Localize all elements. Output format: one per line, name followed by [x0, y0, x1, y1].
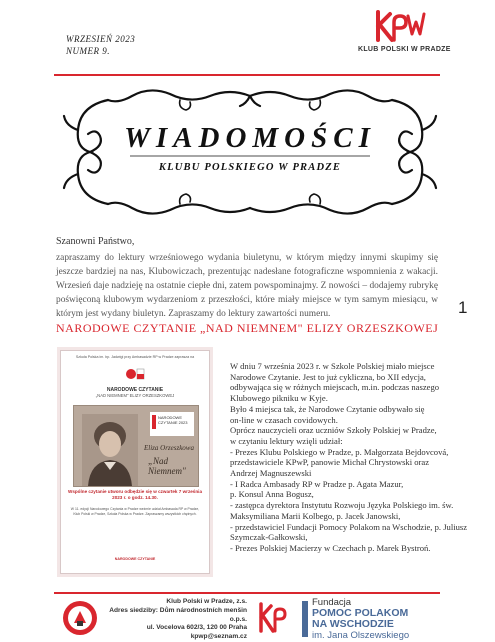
- issue-number: NUMER 9.: [66, 46, 110, 56]
- poster-caption: Wspólne czytanie utworu odbędzie się w czwartek 7 września 2023 r. o godz. 14.30.: [67, 489, 203, 500]
- event-line: Andrzej Magnuszewski: [230, 468, 312, 479]
- event-line: - I Radca Ambasady RP w Pradze p. Agata Mazur,: [230, 478, 404, 489]
- kpw-logo-icon: [370, 8, 426, 44]
- poster-head: Szkoła Polska im. bp. Jadwigi przy Ambasadzie RP w Pradze zaprasza na: [75, 355, 195, 359]
- masthead-banner: [60, 86, 440, 218]
- club-emblem-icon: [60, 599, 100, 637]
- footer-rule: [54, 592, 440, 594]
- page-number: 1: [458, 298, 468, 317]
- section-title: NARODOWE CZYTANIE „NAD NIEMNEM" ELIZY ORZESZKOWEJ: [56, 321, 439, 335]
- poster-emblem-icon: [125, 367, 145, 381]
- event-line: - przedstawiciel Fundacji Pomocy Polakom na Wschodzie, p. Juliusz: [230, 521, 468, 532]
- event-line: w czytaniu lektury wzięli udział:: [230, 435, 343, 446]
- issue-month: WRZESIEŃ 2023: [66, 34, 136, 44]
- poster-footer: NARODOWE CZYTANIE: [114, 557, 156, 561]
- fund-logo-bar: [302, 601, 308, 637]
- event-line: Oprócz nauczycieli oraz uczniów Szkoły Polskiej w Pradze,: [230, 425, 437, 436]
- club-address-line: Adres siedziby: Dům národnostních menšin o.p.s.: [109, 606, 247, 623]
- poster-badge: [150, 412, 194, 436]
- poster-photo: [73, 405, 199, 487]
- badge-text: NARODOWE CZYTANIE 2023: [158, 415, 188, 425]
- club-address-line: Klub Polski w Pradze, z.s.: [166, 598, 247, 605]
- masthead-subtitle: KLUBU POLSKIEGO W PRADZE: [158, 162, 342, 173]
- event-line: Narodowe Czytanie. Jest to już cykliczna, bo XII edycja,: [230, 371, 426, 382]
- event-line: odbywająca się w różnych miejscach, m.in. podczas naszego: [230, 382, 440, 393]
- fund-line: POMOC POLAKOM: [312, 607, 409, 619]
- poster-title-script: „Nad Niemnem": [148, 456, 186, 476]
- logo-text: KLUB POLSKI W PRADZE: [358, 46, 451, 53]
- club-logo: [358, 8, 451, 64]
- event-line: Było 4 miejsca tak, że Narodowe Czytanie odbywało się: [230, 403, 425, 414]
- club-email: kpwp@seznam.cz: [190, 633, 247, 641]
- event-line: W dniu 7 września 2023 r. w Szkole Polskiej miało miejsce: [230, 361, 435, 371]
- event-poster: [60, 350, 210, 574]
- poster-small-text: W 11. edycji Narodowego Czytania w Pradze weźmie udział Ambasada RP w Pradze, Klub Polski w Pradze, Szkoła Polska w Pradze. Zapraszamy wszystkich chętnych.: [70, 507, 200, 516]
- poster-subtitle: „NAD NIEMNEM" ELIZY ORZESZKOWEJ: [95, 393, 175, 398]
- event-line: Klubowego pikniku w Kyje.: [230, 393, 328, 404]
- club-address-line: ul. Vocelova 602/3, 120 00 Praha: [146, 624, 247, 632]
- portrait-icon: [82, 414, 138, 486]
- kpw-footer-logo-icon: [255, 601, 295, 635]
- masthead-title: WIADOMOŚCI: [124, 122, 376, 154]
- event-line: - zastępca dyrektora Instytutu Rozwoju Języka Polskiego im. św.: [230, 500, 454, 511]
- header-rule: [54, 74, 440, 76]
- event-line: Maksymiliana Marii Kolbego, p. Jacek Janowski,: [230, 510, 401, 521]
- greeting: Szanowni Państwo,: [56, 236, 135, 247]
- event-description: [230, 361, 468, 554]
- fund-line: Fundacja: [312, 597, 352, 608]
- event-line: - Prezes Polskiej Macierzy w Czechach p. Marek Bystroń.: [230, 542, 431, 553]
- foundation-logo: [312, 597, 409, 641]
- fund-line: NA WSCHODZIE: [312, 618, 394, 630]
- event-line: - Prezes Klubu Polskiego w Pradze, p. Małgorzata Bejdovcová,: [230, 446, 449, 457]
- intro-paragraph: zapraszamy do lektury wrześniowego wydania biuletynu, w którym między innymi skupimy się jeszcze bardziej na nas, Klubowiczach, prezentując nadesłane fotograficzne wspomnienia z wakacji. Wrzesień daje nadzieję na ostatnie ciepłe dni, zatem powspominajmy. Z nowości – dodajemy rubrykę poświęconą klubowym wydarzeniom z przeszłości, które miały miejsce w tym samym miesiącu, w którym jest wydany biuletyn. Zapraszamy do lektury zawartości numeru.: [56, 253, 438, 319]
- club-address: [102, 598, 247, 642]
- poster-author-script: Eliza Orzeszkowa: [144, 444, 194, 452]
- event-line: on-line w czasach covidowych.: [230, 414, 338, 425]
- fund-line: im. Jana Olszewskiego: [312, 630, 410, 641]
- badge-flag-icon: [152, 415, 156, 429]
- event-line: p. Konsul Anna Bogusz,: [230, 489, 314, 500]
- event-line: Szymczak-Gałkowski,: [230, 532, 308, 543]
- poster-title: NARODOWE CZYTANIE: [106, 387, 164, 393]
- event-line: przedstawiciele KPwP, panowie Michał Chrystowski oraz: [230, 457, 430, 468]
